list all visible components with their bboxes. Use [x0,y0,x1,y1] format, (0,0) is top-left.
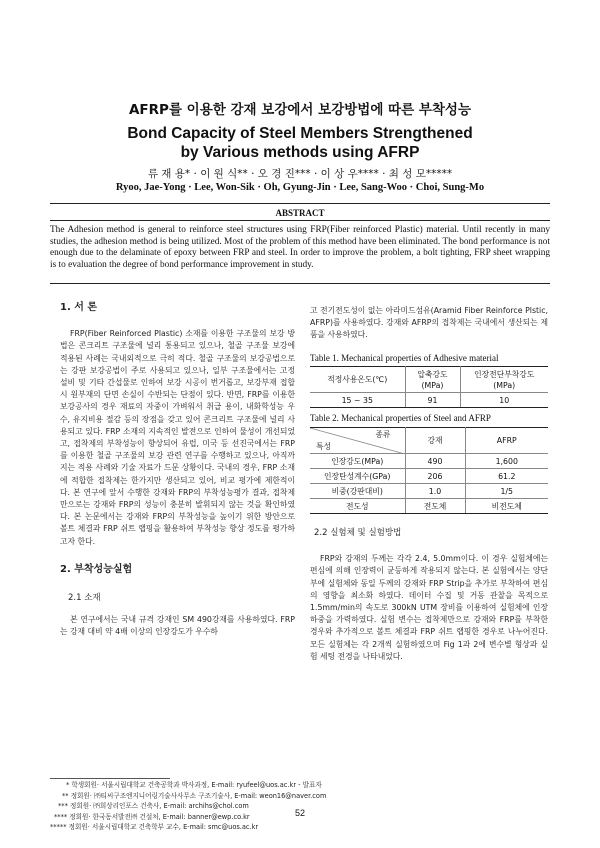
table-2-header-steel: 강재 [405,428,465,454]
table-2-caption: Table 2. Mechanical properties of Steel and AFRP [310,413,491,423]
table-1-header-shear: 인장전단부착강도 (MPa) [460,367,548,393]
table-2-cell: 1/5 [465,484,548,499]
table-2-row-label: 전도성 [310,499,405,514]
title-en-line-1: Bond Capacity of Steel Members Strengthened [127,125,473,142]
paper-title-korean: AFRP를 이용한 강재 보강에서 보강방법에 따른 부착성능 [128,102,472,118]
footnote: ** 정회원· ㈜티씨구조엔지니어링기술사사무소 구조기술사, E-mail: weon16@naver.com [62,791,327,800]
header-type-label: 종류 [375,430,391,439]
table-1 [310,366,548,408]
table-2-cell: 비전도체 [465,499,548,514]
table-1-caption: Table 1. Mechanical properties of Adhesive material [310,353,499,363]
paper-title-english [0,124,600,162]
subsection-2-2-text: FRP와 강재의 두께는 각각 2.4, 5.0mm이다. 이 경우 실험체에는 편심에 의해 인장력이 균등하게 작용되지 않는다. 본 실험에서는 양단부에 실험체와 동일 두께의 강재와 FRP Strip을 추가로 부착하여 편심의 영향을 최소화 하였다. 데이터 수집 및 거동 관찰을 목적으로 1.5mm/min의 속도로 300kN UTM 장비를 이용하여 실험체에 인장하중을 가력하였다. 실험 변수는 접착제만으로 강재와 FRP를 부착한 경우와 추가적으로 볼트 체결과 FRP 쉬트 랩핑한 경우로 나누어진다. 모든 실험체는 각 2개씩 실험하였으며 Fig 1과 2에 변수별 형상과 실험 세팅 전경을 나타내었다. [310,554,548,661]
abstract-bottom-rule [50,283,550,284]
table-2-cell: 206 [405,469,465,484]
authors-english: Ryoo, Jae-Yong · Lee, Won-Sik · Oh, Gyung-Jin · Lee, Sang-Woo · Choi, Sung-Mo [115,182,485,193]
footnote: **** 정회원· 한국동서발전㈜ 건설처, E-mail: banner@ewp.co.kr [54,812,250,821]
abstract-heading: ABSTRACT [275,208,325,218]
table-2-row-label: 인장탄성계수(GPa) [310,469,405,484]
page-number: 52 [294,808,305,818]
table-1-cell: 10 [460,393,548,408]
abstract-heading-rule [50,220,550,221]
subsection-2-1-continued: 고 전기전도성이 없는 아라미드섬유(Aramid Fiber Reinforce Plstic, AFRP)를 사용하였다. 강재와 AFRP의 접착제는 국내에서 생산되는 제품을 사용하였다. [310,306,548,340]
table-2-cell: 전도체 [405,499,465,514]
table-2-header-afrp: AFRP [465,428,548,454]
subsection-2-2-heading: 2.2 실험체 및 실험방법 [314,528,402,538]
table-2-row-label: 인장강도(MPa) [310,454,405,469]
table-1-header-compressive: 압축강도 (MPa) [405,367,460,393]
abstract-text: The Adhesion method is general to reinforce steel structures using FRP(Fiber reinforced Plastic) material. Until recently in many studies, the adhesion method is being utilized. Most of the problem of this method have been eliminated. The bond performance is not enough due to the delaminate of epoxy between FRP and steel. In order to improve the problem, a bolt tighting, FRP sheet wrapping is to evaluation the degree of bond performance improvement in study. [50,225,550,270]
footnotes [50,780,570,833]
footnote: *** 정회원· ㈜희상리인포스 건축사, E-mail: archihs@chol.com [58,802,249,811]
table-2-row-label: 비중(강판대비) [310,484,405,499]
footnote-divider [50,778,170,779]
footnote: ***** 정회원· 서울시립대학교 건축학부 교수, E-mail: smc@uos.ac.kr [50,823,259,832]
table-2-diagonal-header [310,428,405,454]
right-column [310,305,548,342]
section-2-heading: 2. 부착성능실험 [60,563,133,575]
table-2-cell: 61.2 [465,469,548,484]
table-2 [310,427,548,514]
subsection-2-1-heading: 2.1 소재 [68,593,101,604]
section-1-heading: 1. 서 론 [60,302,98,313]
table-2-cell: 1,600 [465,454,548,469]
title-en-line-2: by Various methods using AFRP [180,144,420,161]
right-column-lower [310,527,548,663]
table-2-cell: 1.0 [405,484,465,499]
subsection-2-1-text: 본 연구에서는 국내 규격 강재인 SM 490강재를 사용하였다. FRP는 강재 대비 약 4배 이상의 인장강도가 우수하 [60,615,295,637]
table-1-header-temp: 적정사용온도(℃) [310,367,405,393]
left-column [60,302,295,639]
table-1-cell: 91 [405,393,460,408]
section-1-paragraph: FRP(Fiber Reinforced Plastic) 소재를 이용한 구조물의 보강 방법은 콘크리트 구조물에 널리 통용되고 있으나, 철골 구조물 보강에 적용된 사례는 국내외적으로 극히 적다. 철골 구조물의 보강공법으로는 강판 보강공법이 주로 사용되고 있으나, 일부 구조물에서는 고정 설비 및 기타 간섭물로 인하여 보강 시공이 번거롭고, 보강부재 접합시 원부재의 단면 손실이 수반되는 단점이 있다. 반면, FRP를 이용한 보강공사의 경우 재료의 자중이 가벼워서 취급 용이, 내화학성능 우수, 유지비용 절감 등의 장점을 갖고 있어 콘크리트 구조물에 널리 사용되고 있다. FRP 소재의 지속적인 발전으로 인하여 물성이 개선되었고, 접착제의 부착성능이 향상되어 유럽, 미국 등 선진국에서는 FRP를 이용한 철골 구조물의 보강 관련 연구를 수행하고 있으나, 아직까지는 적용 사례와 기술 자료가 드문 상황이다. 국내의 경우, FRP 소재에 적합한 접착제는 한가지만 생산되고 있어, 비교 평가에 제한적이다. 본 연구에 앞서 수행한 강재와 FRP의 부착성능평가 결과, 접착제만으로는 강재와 FRP의 성능이 충분히 발휘되지 않는 것을 확인하였다. 본 논문에서는 강재와 FRP의 부착성능을 높이기 위한 방안으로 볼트 체결과 FRP 쉬트 랩핑을 활용하여 부착성능 향상 정도를 평가하고자 한다. [60,329,295,546]
table-1-cell: 15 ~ 35 [310,393,405,408]
footnote: * 학생회원· 서울시립대학교 건축공학과 박사과정, E-mail: ryufeel@uos.ac.kr - 발표자 [66,781,322,789]
header-property-label: 특성 [316,442,332,451]
table-2-cell: 490 [405,454,465,469]
authors-korean: 류 재 용* · 이 원 식** · 오 경 진*** · 이 상 우**** · 최 성 모***** [147,168,453,180]
abstract-top-rule [50,203,550,204]
